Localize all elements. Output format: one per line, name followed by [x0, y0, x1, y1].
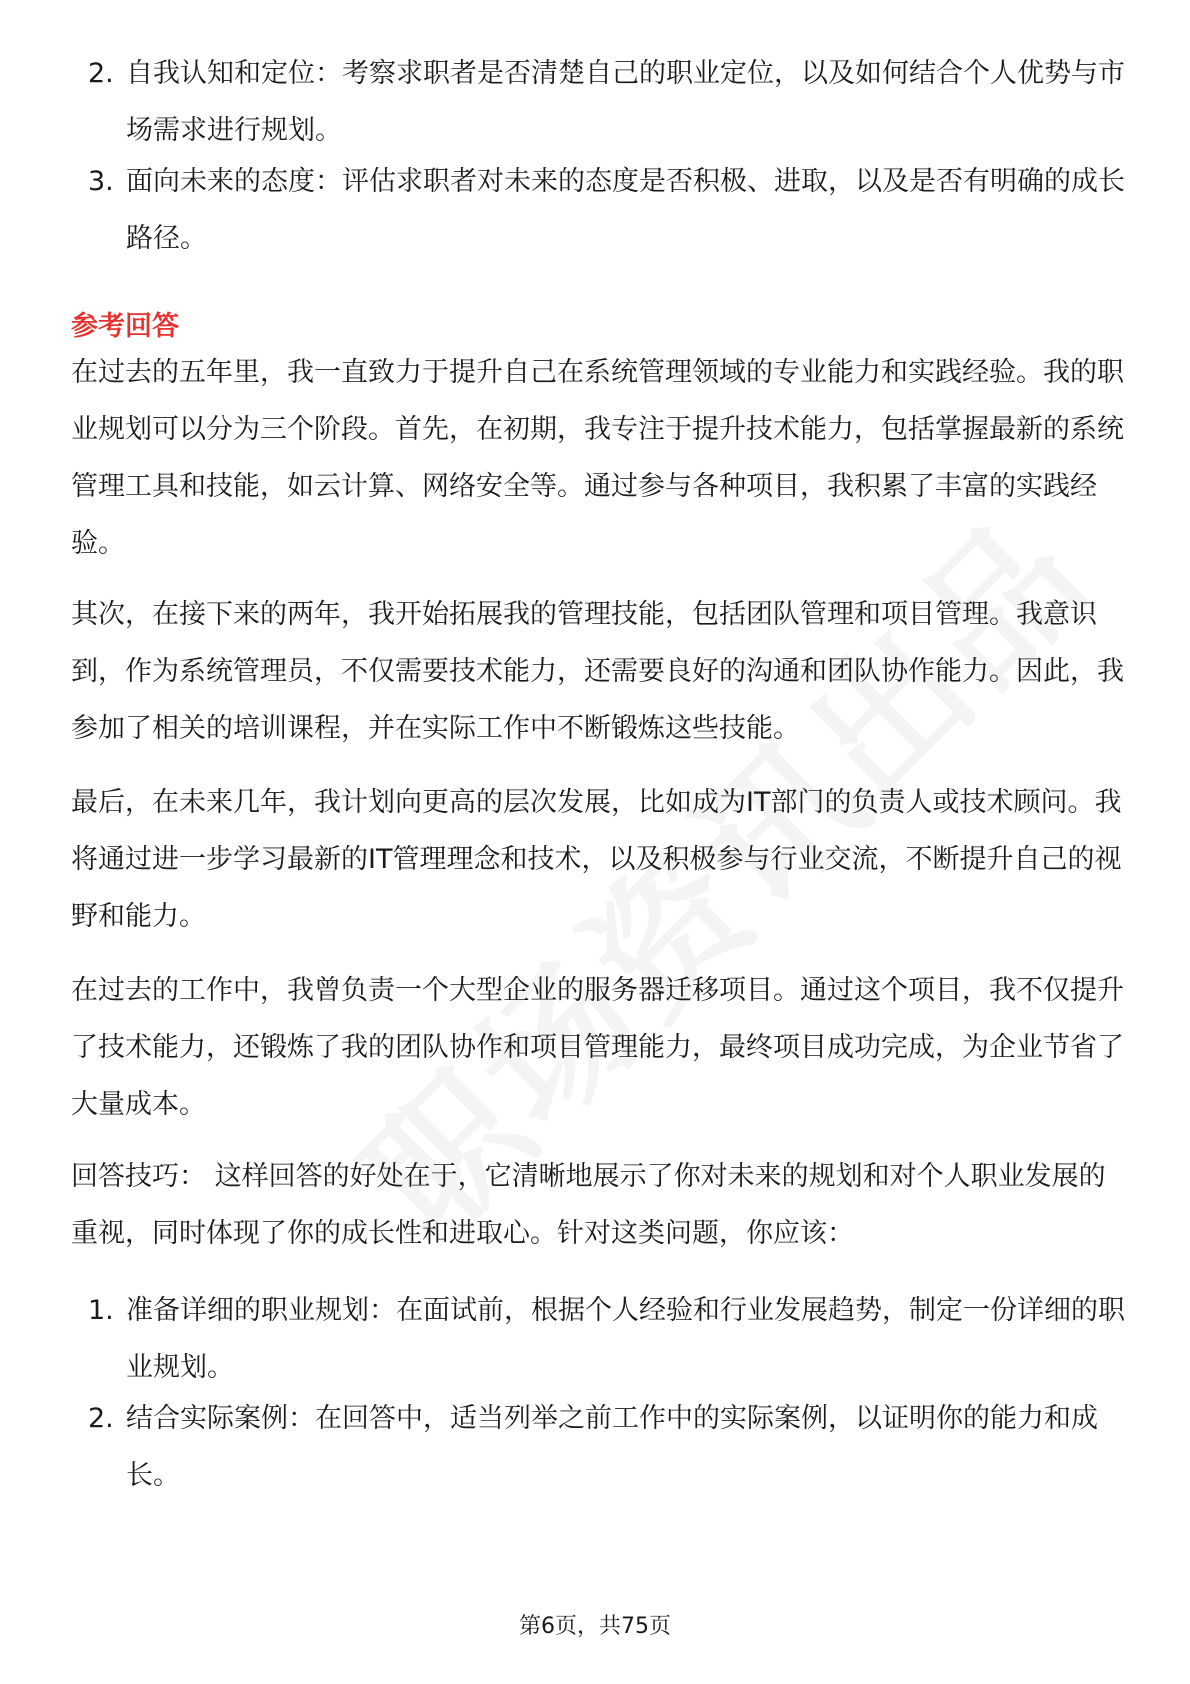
paragraph: 在过去的五年里，我一直致力于提升自己在系统管理领域的专业能力和实践经验。我的职业规划可以分为三个阶段。首先，在初期，我专注于提升技术能力，包括掌握最新的系统管理工具和技能，如云计算、网络安全等。通过参与各种项目，我积累了丰富的实践经验。 — [71, 357, 1124, 559]
list-number: 2. — [88, 1403, 114, 1434]
list-number: 2. — [88, 58, 114, 89]
list-item — [88, 1282, 1138, 1396]
list-text: 自我认知和定位：考察求职者是否清楚自己的职业定位，以及如何结合个人优势与市场需求进行规划。 — [126, 58, 1125, 146]
page-number: 第6页，共75页 — [519, 1614, 671, 1639]
paragraph: 其次，在接下来的两年，我开始拓展我的管理技能，包括团队管理和项目管理。我意识到，作为系统管理员，不仅需要技术能力，还需要良好的沟通和团队协作能力。因此，我参加了相关的培训课程，并在实际工作中不断锻炼这些技能。 — [71, 599, 1124, 744]
list-item — [88, 153, 1138, 267]
paragraph: 在过去的工作中，我曾负责一个大型企业的服务器迁移项目。通过这个项目，我不仅提升了技术能力，还锻炼了我的团队协作和项目管理能力，最终项目成功完成，为企业节省了大量成本。 — [71, 975, 1124, 1120]
section-heading: 参考回答 — [71, 311, 179, 342]
list-number: 3. — [88, 166, 114, 197]
paragraph: 回答技巧： 这样回答的好处在于，它清晰地展示了你对未来的规划和对个人职业发展的重视，同时体现了你的成长性和进取心。针对这类问题，你应该： — [71, 1161, 1106, 1249]
list-text: 准备详细的职业规划：在面试前，根据个人经验和行业发展趋势，制定一份详细的职业规划。 — [126, 1295, 1125, 1383]
list-item — [88, 45, 1138, 159]
list-number: 1. — [88, 1295, 114, 1326]
paragraph: 最后，在未来几年，我计划向更高的层次发展，比如成为IT部门的负责人或技术顾问。我将通过进一步学习最新的IT管理理念和技术，以及积极参与行业交流，不断提升自己的视野和能力。 — [71, 787, 1122, 932]
list-item — [88, 1390, 1138, 1504]
list-text: 面向未来的态度：评估求职者对未来的态度是否积极、进取，以及是否有明确的成长路径。 — [126, 166, 1125, 254]
list-text: 结合实际案例：在回答中，适当列举之前工作中的实际案例，以证明你的能力和成长。 — [126, 1403, 1098, 1491]
